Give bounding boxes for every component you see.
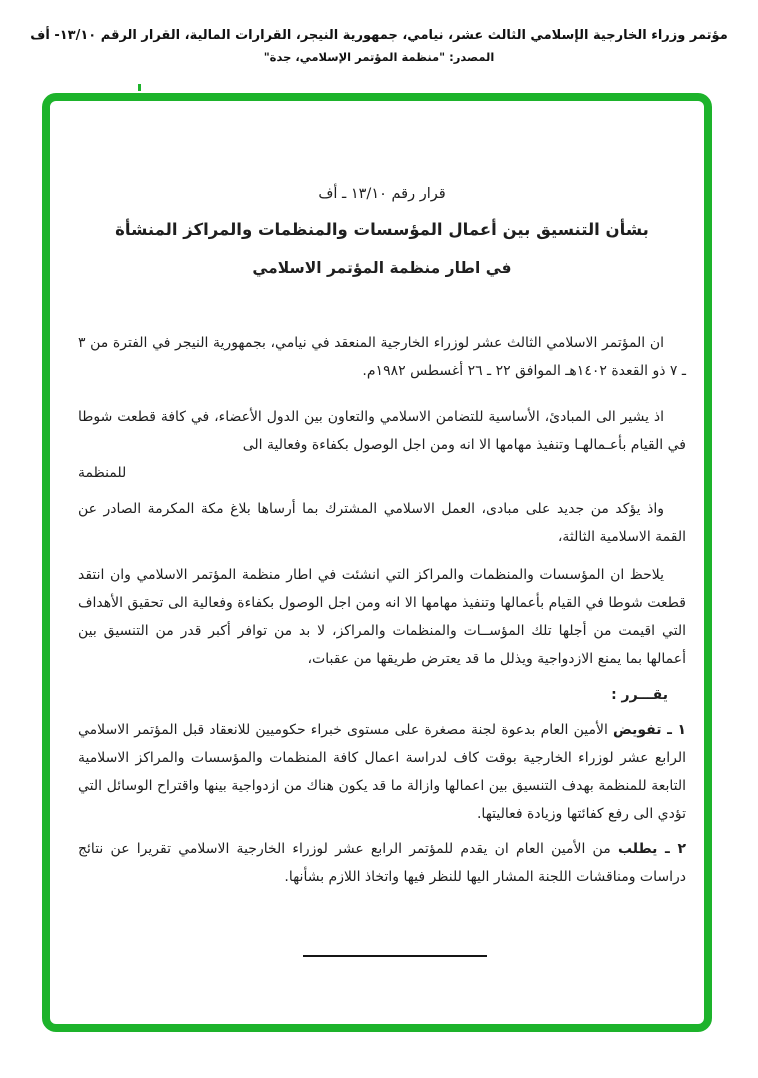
decides-label: يقـــرر : [611, 687, 668, 703]
resolution-item-2-text: من الأمين العام ان يقدم للمؤتمر الرابع عشر لوزراء الخارجية الاسلامي تقريرا عن نتائج دراسات ومناقشات اللجنة المشار اليها للنظر فيها واتخاذ اللازم بشأنها. [78, 841, 686, 885]
end-separator-line [303, 955, 487, 957]
preamble-paragraph-principles: اذ يشير الى المبادئ، الأساسية للتضامن الاسلامي والتعاون بين الدول الأعضاء، في كافة قطعت شوطا في القيام بأعـمالهـا وتنفيذ مهامها الا انه ومن اجل الوصول بكفاءة وفعالية الى [78, 409, 686, 453]
preamble-paragraph-principles-tail: للمنظمة [78, 465, 127, 481]
preamble-paragraph-reaffirm: واذ يؤكد من جديد على مبادى، العمل الاسلامي المشترك بما أرساها بلاغ مكة المكرمة الصادر عن القمة الاسلامية الثالثة، [78, 501, 686, 545]
resolution-item-2 [78, 835, 686, 891]
resolution-item-1 [78, 716, 686, 828]
green-scan-artifact [138, 84, 141, 91]
source-header [0, 28, 758, 64]
resolution-item-2-number: ٢ ـ يطلب [617, 841, 686, 857]
resolution-subject-title: بشأن التنسيق بين أعمال المؤسسات والمنظمات والمراكز المنشأة [115, 220, 649, 239]
green-annotation-box [42, 93, 712, 1032]
preamble-paragraph-notes: يلاحظ ان المؤسسات والمنظمات والمراكز التي انشئت في اطار منظمة المؤتمر الاسلامي وان انتقد قطعت شوطا في القيام بأعمالها وتنفيذ مهامها الا انه ومن اجل الوصول بكفاءة وفعالية الى تحقيق الأهداف التي اقيمت من أجلها تلك المؤســات والمنظمات والمراكز، لا بد من توافر أكبر قدر من التنسيق بين أعمالها بما يمنع الازدواجية ويذلل ما قد يعترض طريقها من عقبات، [78, 567, 686, 667]
document-body [50, 101, 704, 1024]
source-header-attribution: المصدر: "منظمة المؤتمر الإسلامي، جدة" [263, 50, 495, 64]
source-header-title: مؤتمر وزراء الخارجية الإسلامي الثالث عشر، نيامي، جمهورية النيجر، القرارات المالية، القرار الرقم ١٣/١٠- أف [30, 28, 728, 43]
resolution-number-title: قرار رقم ١٣/١٠ ـ أف [318, 186, 446, 202]
preamble-paragraph-session: ان المؤتمر الاسلامي الثالث عشر لوزراء الخارجية المنعقد في نيامي، بجمهورية النيجر في الفترة من ٣ ـ ٧ ذو القعدة ١٤٠٢هـ الموافق ٢٢ ـ ٢٦ أغسطس ١٩٨٢م. [78, 335, 686, 379]
resolution-item-1-text: الأمين العام بدعوة لجنة مصغرة على مستوى خبراء حكوميين للانعقاد قبل المؤتمر الاسلامي الرابع عشر لوزراء الخارجية بوقت كاف لدراسة اعمال كافة المنظمات والمؤسسات والمراكز الاسلامية التابعة للمنظمة بهدف التنسيق بين اعمالها وازالة ما قد يكون هناك من ازدواجية بينها واقتراح الوسائل التي تؤدي الى رفع كفائتها وزيادة فعاليتها. [78, 722, 686, 822]
resolution-item-1-number: ١ ـ تفويض [613, 722, 687, 738]
resolution-framework-title: في اطار منظمة المؤتمر الاسلامي [252, 259, 512, 277]
